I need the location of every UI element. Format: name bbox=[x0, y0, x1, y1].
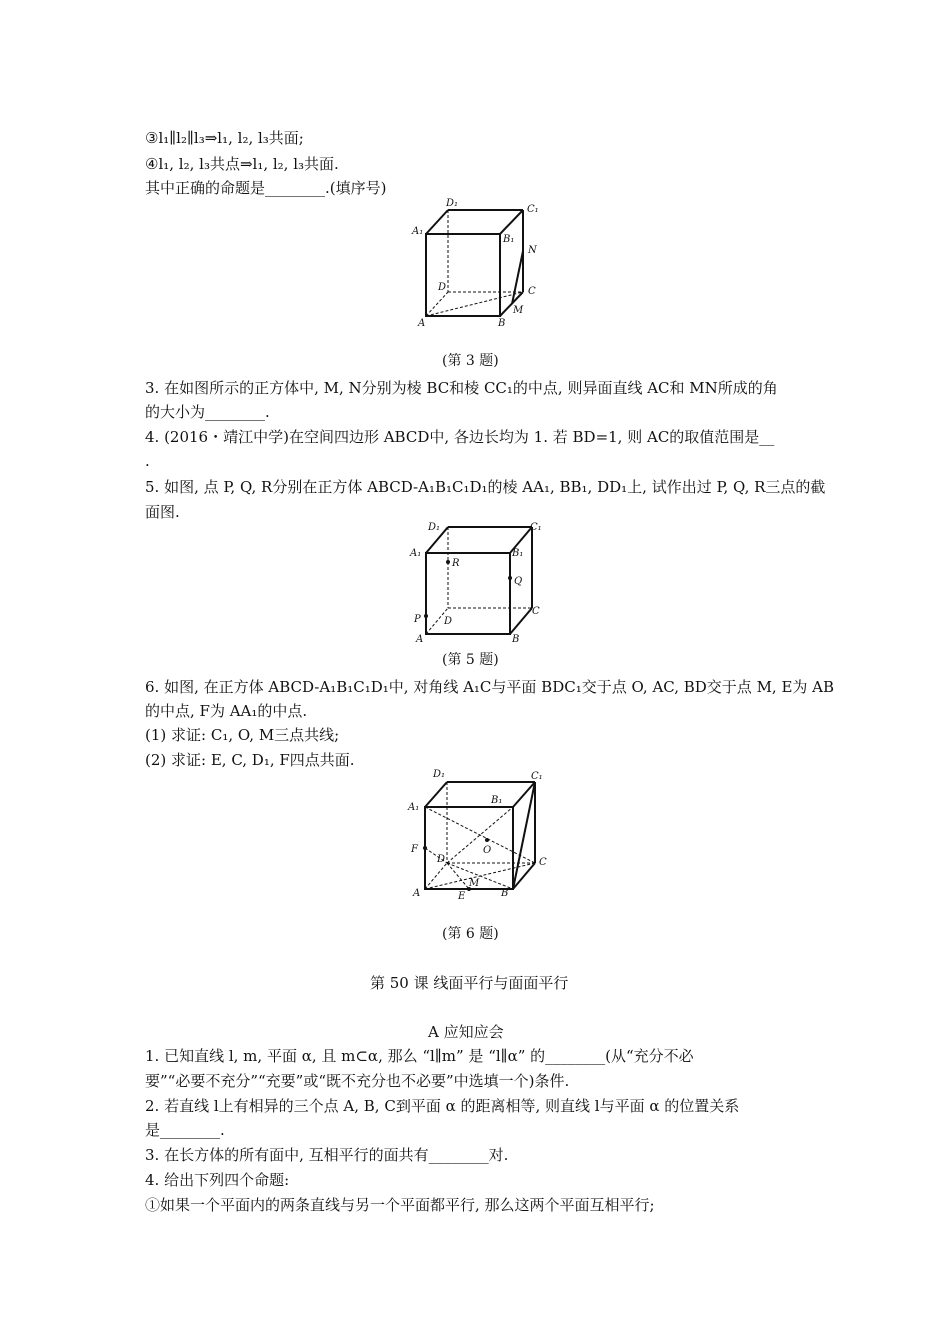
fig6-label: A bbox=[413, 888, 421, 899]
text-line: ③l₁∥l₂∥l₃⇒l₁, l₂, l₃共面; bbox=[145, 129, 304, 147]
section-subtitle: A 应知应会 bbox=[428, 1023, 504, 1041]
text-line: ①如果一个平面内的两条直线与另一个平面都平行, 那么这两个平面互相平行; bbox=[145, 1196, 655, 1214]
fig3-label: D bbox=[438, 282, 447, 293]
text-line: (2) 求证: E, C, D₁, F四点共面. bbox=[145, 751, 355, 769]
fig6-label: O bbox=[483, 845, 492, 856]
text-line: 3. 在长方体的所有面中, 互相平行的面共有________对. bbox=[145, 1146, 509, 1164]
cube-figure-5 bbox=[410, 518, 550, 648]
text-line: 2. 若直线 l上有相异的三个点 A, B, C到平面 α 的距离相等, 则直线 l与平面 α 的位置关系 bbox=[145, 1097, 740, 1115]
cube-figure-3 bbox=[410, 198, 550, 333]
text-line: 1. 已知直线 l, m, 平面 α, 且 m⊂α, 那么 “l∥m” 是 “l∥α” 的________(从“充分不必 bbox=[145, 1047, 694, 1065]
fig6-label: E bbox=[458, 891, 466, 902]
text-line: ④l₁, l₂, l₃共点⇒l₁, l₂, l₃共面. bbox=[145, 155, 339, 173]
figure-caption: (第 6 题) bbox=[442, 926, 499, 942]
fig5-label: D bbox=[444, 616, 453, 627]
fig3-label: B₁ bbox=[503, 234, 515, 245]
fig3-label: D₁ bbox=[446, 198, 459, 209]
fig5-label: C₁ bbox=[530, 522, 542, 533]
fig5-label: C bbox=[532, 606, 540, 617]
fig5-label: B₁ bbox=[512, 548, 524, 559]
fig3-label: N bbox=[528, 245, 537, 256]
text-line: 要”“必要不充分”“充要”或“既不充分也不必要”中选填一个)条件. bbox=[145, 1072, 570, 1090]
figure-caption: (第 5 题) bbox=[442, 652, 499, 668]
fig6-label: F bbox=[411, 844, 418, 855]
fig3-label: B bbox=[498, 318, 506, 329]
fig6-label: M bbox=[469, 878, 480, 889]
text-line: 4. 给出下列四个命题: bbox=[145, 1171, 290, 1189]
text-line: 面图. bbox=[145, 503, 180, 521]
fig3-label: M bbox=[513, 305, 524, 316]
text-line: 的大小为________. bbox=[145, 403, 270, 421]
fig5-label: P bbox=[414, 614, 421, 625]
fig3-label: A₁ bbox=[412, 226, 424, 237]
fig5-label: D₁ bbox=[428, 522, 441, 533]
fig6-label: B bbox=[501, 888, 509, 899]
fig5-label: A₁ bbox=[410, 548, 422, 559]
fig6-label: C bbox=[539, 857, 547, 868]
text-line: 其中正确的命题是________.(填序号) bbox=[145, 179, 387, 197]
text-line: 5. 如图, 点 P, Q, R分别在正方体 ABCD-A₁B₁C₁D₁的棱 AA₁, BB₁, DD₁上, 试作出过 P, Q, R三点的截 bbox=[145, 478, 826, 496]
fig5-label: Q bbox=[514, 576, 523, 587]
fig6-label: D bbox=[437, 854, 446, 865]
text-line: 的中点, F为 AA₁的中点. bbox=[145, 702, 308, 720]
text-line: (1) 求证: C₁, O, M三点共线; bbox=[145, 726, 340, 744]
fig3-label: C bbox=[528, 286, 536, 297]
text-line: 3. 在如图所示的正方体中, M, N分别为棱 BC和棱 CC₁的中点, 则异面直线 AC和 MN所成的角 bbox=[145, 379, 778, 397]
fig6-label: C₁ bbox=[531, 771, 543, 782]
fig6-label: B₁ bbox=[491, 795, 503, 806]
fig3-label: C₁ bbox=[527, 204, 539, 215]
text-line: 是________. bbox=[145, 1121, 225, 1139]
text-line: . bbox=[145, 452, 150, 470]
figure-caption: (第 3 题) bbox=[442, 353, 499, 369]
section-title: 第 50 课 线面平行与面面平行 bbox=[370, 974, 569, 992]
fig3-label: A bbox=[418, 318, 426, 329]
text-line: 4. (2016・靖江中学)在空间四边形 ABCD中, 各边长均为 1. 若 BD=1, 则 AC的取值范围是__ bbox=[145, 428, 775, 446]
fig5-label: R bbox=[452, 558, 460, 569]
fig5-label: A bbox=[416, 634, 424, 645]
cube-figure-6 bbox=[405, 765, 555, 905]
fig5-label: B bbox=[512, 634, 520, 645]
fig6-label: D₁ bbox=[433, 769, 446, 780]
fig6-label: A₁ bbox=[408, 802, 420, 813]
text-line: 6. 如图, 在正方体 ABCD-A₁B₁C₁D₁中, 对角线 A₁C与平面 BDC₁交于点 O, AC, BD交于点 M, E为 AB bbox=[145, 678, 835, 696]
